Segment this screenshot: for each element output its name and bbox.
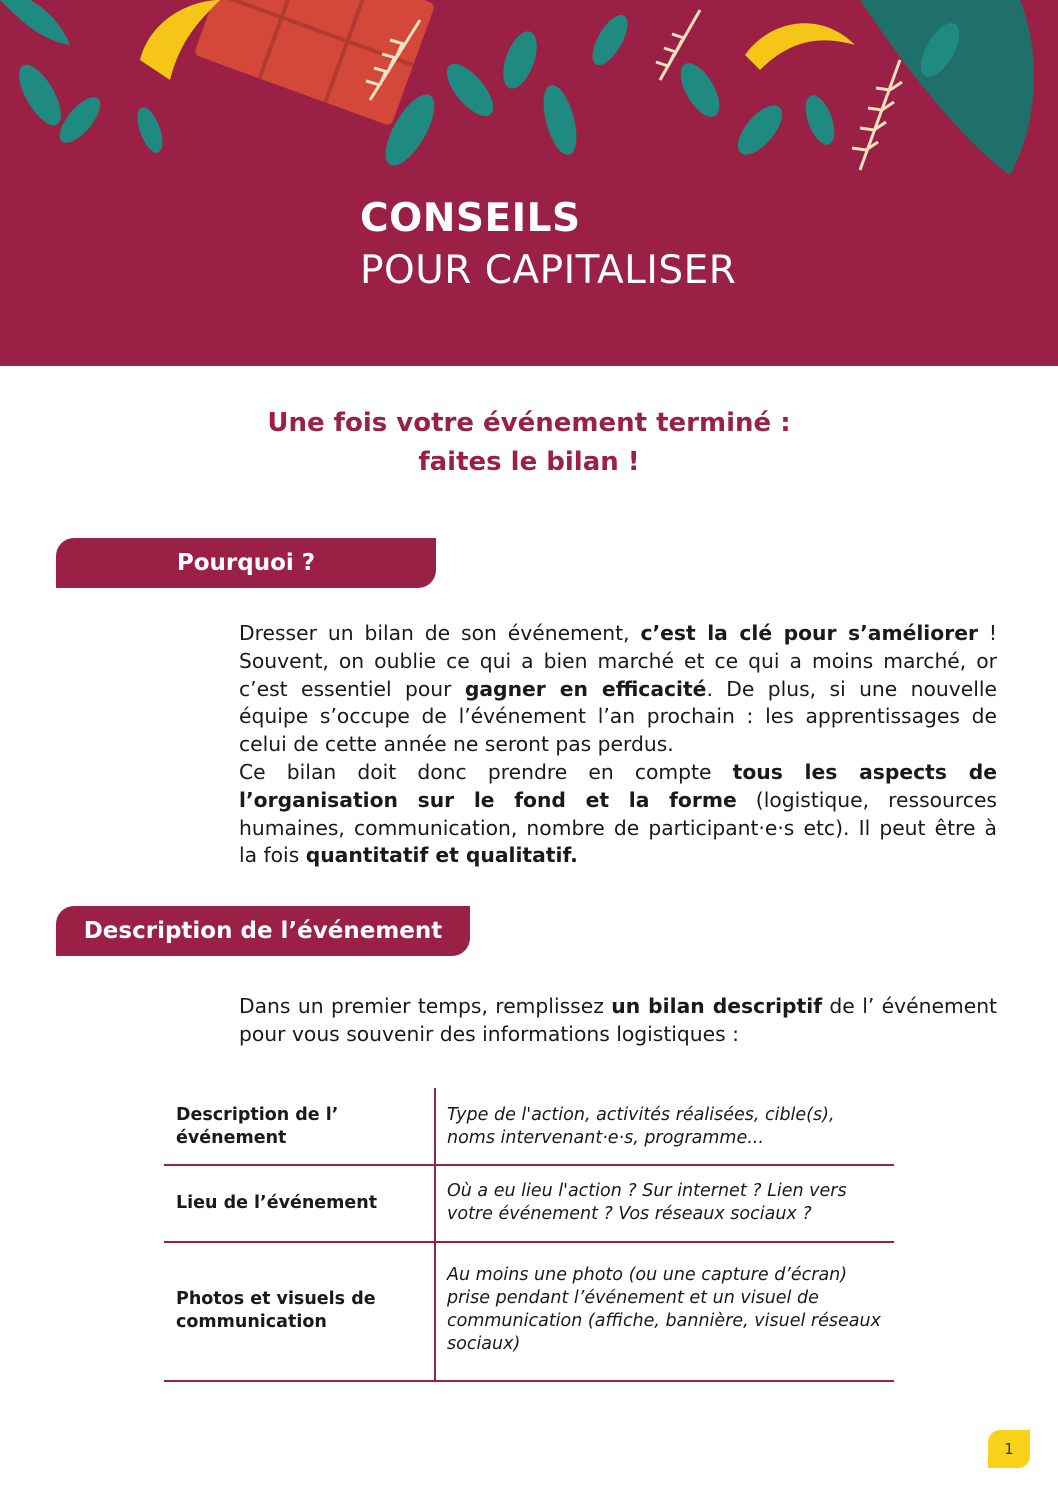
- table-row-value: Au moins une photo (ou une capture d’écran) prise pendant l’événement et un visuel de communication (affiche, bannière, visuel réseaux sociaux): [447, 1265, 881, 1354]
- section-heading-description-label: Description de l’événement: [83, 918, 443, 944]
- table-row-label: Description de l’ événement: [176, 1105, 339, 1148]
- intro-heading: [0, 404, 1058, 482]
- emphasis-text: un bilan descriptif: [611, 994, 823, 1018]
- text-run: (logistique, ressources humaines, communication, nombre de participant·e·s etc). Il peut être à la fois: [239, 787, 997, 868]
- page-subtitle: POUR CAPITALISER: [360, 248, 737, 293]
- text-run: de l’ événement pour vous souvenir des informations logistiques :: [239, 994, 998, 1046]
- emphasis-text: gagner en efficacité: [464, 676, 707, 701]
- text-run: . De plus, si une nouvelle équipe s’occupe de l’événement l’an prochain : les apprentissages de celui de cette année ne seront pas perdus.: [239, 676, 997, 757]
- section-heading-why: [56, 538, 436, 588]
- table-row-label: Photos et visuels de communication: [176, 1289, 376, 1332]
- page-number-badge: [988, 1430, 1030, 1468]
- page-title: CONSEILS: [360, 196, 581, 241]
- table-row-value: Où a eu lieu l'action ? Sur internet ? Lien vers votre événement ? Vos réseaux sociaux ?: [447, 1181, 847, 1224]
- text-run: Ce bilan doit donc prendre en compte: [239, 760, 733, 784]
- table-row: [164, 1243, 894, 1382]
- column-divider: [434, 1243, 436, 1380]
- table-row-value: Type de l'action, activités réalisées, cible(s), noms intervenant·e·s, programme...: [447, 1105, 835, 1148]
- page-number: 1: [1004, 1440, 1014, 1458]
- emphasis-text: tous les aspects de l’organisation sur le fond et la forme: [239, 760, 997, 812]
- table-row-label: Lieu de l’événement: [176, 1193, 378, 1213]
- intro-heading-line1: Une fois votre événement terminé :: [267, 408, 791, 438]
- text-run: Dresser un bilan de son événement,: [239, 621, 641, 645]
- text-run: ! Souvent, on oublie ce qui a bien marché et ce qui a moins marché, or c’est essentiel pour: [239, 621, 997, 701]
- section-heading-why-label: Pourquoi ?: [176, 550, 316, 576]
- section-heading-description: [56, 906, 470, 956]
- table-row: [164, 1166, 894, 1243]
- tropical-leaves-illustration: [0, 0, 1058, 200]
- description-paragraph: [239, 993, 997, 1049]
- why-paragraph-2: [239, 759, 997, 870]
- emphasis-text: quantitatif et qualitatif.: [305, 843, 578, 868]
- table-row: [164, 1088, 894, 1166]
- event-description-table: [164, 1088, 894, 1382]
- emphasis-text: c’est la clé pour s’améliorer: [640, 621, 978, 645]
- column-divider: [434, 1166, 436, 1241]
- header-banner: [0, 0, 1058, 366]
- text-run: Dans un premier temps, remplissez: [239, 994, 612, 1018]
- intro-heading-line2: faites le bilan !: [418, 447, 640, 477]
- column-divider: [434, 1088, 436, 1164]
- why-paragraph-1: [239, 620, 997, 759]
